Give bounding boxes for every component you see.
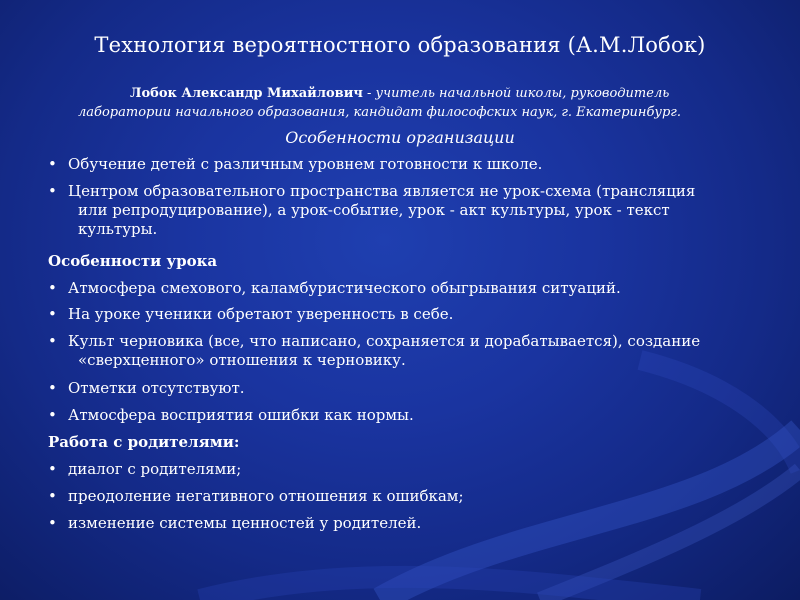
author-info xyxy=(78,84,738,122)
bullet-icon: • xyxy=(48,279,57,297)
organization-heading: Особенности организации xyxy=(285,128,515,147)
list-item xyxy=(48,379,748,398)
list-item-text: Центром образовательного пространства является не урок-схема (трансляция или репродуцирование), а урок-событие, урок - акт культуры, урок - текст культуры. xyxy=(68,182,696,238)
author-description: - учитель начальной школы, руководитель лаборатории начального образования, кандидат философских наук, г. Екатеринбург. xyxy=(78,86,681,120)
list-item-text: На уроке ученики обретают уверенность в себе. xyxy=(68,305,454,323)
list-item xyxy=(48,460,748,479)
bullet-icon: • xyxy=(48,487,57,505)
list-item xyxy=(48,332,748,370)
bullet-icon: • xyxy=(48,460,57,478)
author-name: Лобок Александр Михайлович xyxy=(130,86,363,101)
list-item-text: Обучение детей с различным уровнем готовности к школе. xyxy=(68,155,543,173)
bullet-icon: • xyxy=(48,406,57,424)
list-item xyxy=(48,279,748,298)
list-item-text: Отметки отсутствуют. xyxy=(68,379,245,397)
bullet-icon: • xyxy=(48,514,57,532)
list-item-text: Культ черновика (все, что написано, сохраняется и дорабатывается), создание «сверхценного» отношения к черновику. xyxy=(68,332,701,369)
list-item-text: Атмосфера смехового, каламбуристического обыгрывания ситуаций. xyxy=(68,279,621,297)
lesson-heading: Особенности урока xyxy=(48,252,218,270)
list-item xyxy=(48,305,748,324)
bullet-icon: • xyxy=(48,305,57,323)
list-item-text: преодоление негативного отношения к ошибкам; xyxy=(68,487,464,505)
bullet-icon: • xyxy=(48,182,57,200)
bullet-icon: • xyxy=(48,332,57,350)
parents-heading: Работа с родителями: xyxy=(48,433,240,451)
bullet-icon: • xyxy=(48,155,57,173)
list-item xyxy=(48,406,748,425)
list-item-text: Атмосфера восприятия ошибки как нормы. xyxy=(68,406,414,424)
list-item xyxy=(48,487,748,506)
list-item xyxy=(48,182,748,239)
list-item xyxy=(48,155,748,174)
list-item-text: изменение системы ценностей у родителей. xyxy=(68,514,422,532)
slide-title: Технология вероятностного образования (А.М.Лобок) xyxy=(94,33,706,57)
list-item xyxy=(48,514,748,533)
list-item-text: диалог с родителями; xyxy=(68,460,242,478)
bullet-icon: • xyxy=(48,379,57,397)
